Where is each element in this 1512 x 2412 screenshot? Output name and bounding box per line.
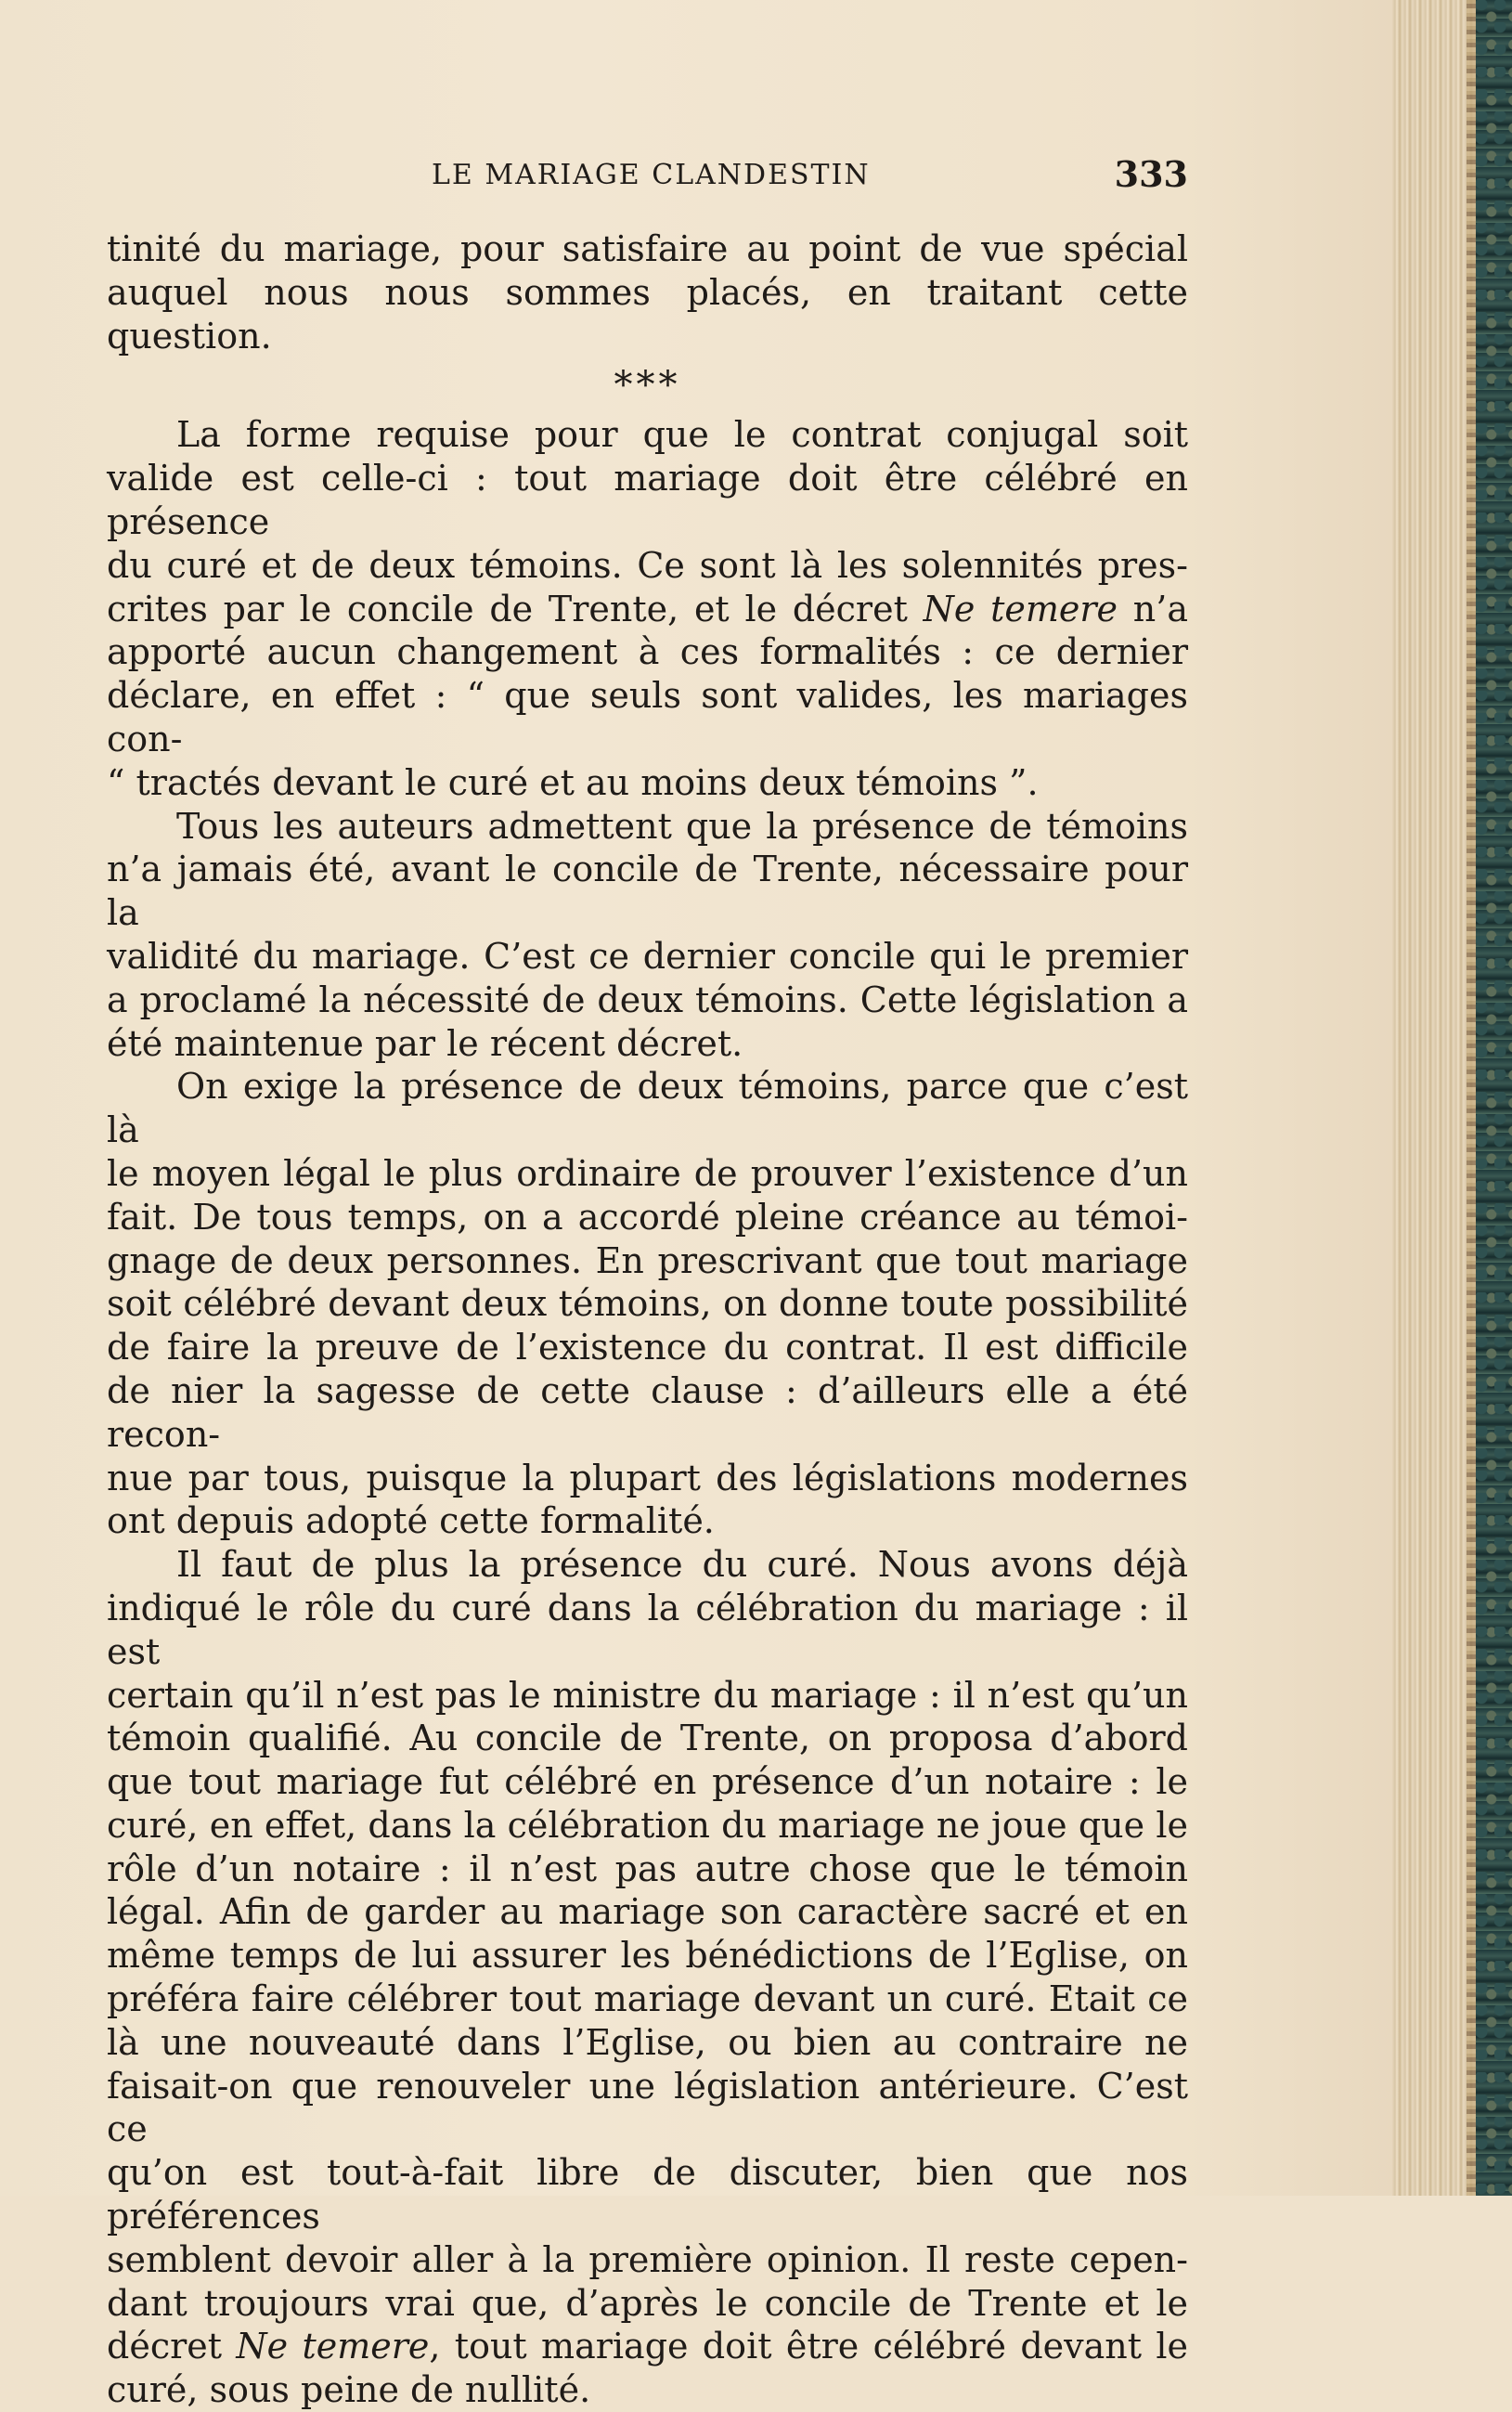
text-line: “ tractés devant le curé et au moins deux témoins ”.: [107, 761, 1039, 803]
text-line: déclare, en effet : “ que seuls sont valides, les mariages con-: [107, 675, 1188, 759]
marbled-binding: [1476, 0, 1512, 2196]
text-line: tinité du mariage, pour satisfaire au point de vue spécial: [107, 228, 1188, 269]
italic-title: Ne temere: [236, 2326, 430, 2367]
page-edge: [1392, 0, 1512, 2196]
text-line: semblent devoir aller à la première opinion. Il reste cepen-: [107, 2238, 1188, 2280]
text-line: gnage de deux personnes. En prescrivant que tout mariage: [107, 1239, 1188, 1281]
text-line: rôle d’un notaire : il n’est pas autre chose que le témoin: [107, 1848, 1188, 1889]
text-line: nue par tous, puisque la plupart des législations modernes: [107, 1457, 1188, 1498]
text-line: de nier la sagesse de cette clause : d’ailleurs elle a été recon-: [107, 1369, 1188, 1455]
text-line: Tous les auteurs admettent que la présence de témoins: [176, 805, 1188, 847]
text-line: curé, sous peine de nullité.: [107, 2369, 591, 2411]
text-line: Il faut de plus la présence du curé. Nous avons déjà: [176, 1544, 1188, 1586]
text-line: été maintenue par le récent décret.: [107, 1022, 743, 1064]
text-line: légal. Afin de garder au mariage son caractère sacré et en: [107, 1891, 1188, 1933]
text-line: La forme requise pour que le contrat conjugal soit: [176, 414, 1188, 456]
text-line: même temps de lui assurer les bénédictions de l’Eglise, on: [107, 1935, 1188, 1977]
text-line: validité du mariage. C’est ce dernier concile qui le premier: [107, 935, 1188, 977]
text-line: du curé et de deux témoins. Ce sont là les solennités pres-: [107, 544, 1188, 586]
paragraph-1: [107, 413, 1188, 804]
paragraph-4: [107, 1543, 1188, 2412]
paragraph-3: [107, 1065, 1188, 1543]
text-line: témoin qualifié. Au concile de Trente, on proposa d’abord: [107, 1718, 1188, 1759]
text-line: curé, en effet, dans la célébration du mariage ne joue que le: [107, 1804, 1188, 1846]
text-line: apporté aucun changement à ces formalités : ce dernier: [107, 631, 1188, 673]
running-title: LE MARIAGE CLANDESTIN: [432, 159, 871, 191]
text-line: préféra faire célébrer tout mariage devant un curé. Etait ce: [107, 1978, 1188, 2020]
text-line: dant troujours vrai que, d’après le concile de Trente et le: [107, 2282, 1188, 2324]
text-line: ont depuis adopté cette formalité.: [107, 1500, 715, 1542]
text-line: qu’on est tout-à-fait libre de discuter, bien que nos préférences: [107, 2152, 1188, 2237]
paragraph-2: [107, 805, 1188, 1066]
text-line: valide est celle-ci : tout mariage doit être célébré en présence: [107, 458, 1188, 542]
text-line: décret Ne temere, tout mariage doit être célébré devant le: [107, 2326, 1188, 2367]
text-line: crites par le concile de Trente, et le décret Ne temere n’a: [107, 588, 1188, 629]
text-line: que tout mariage fut célébré en présence d’un notaire : le: [107, 1761, 1188, 1803]
page-number: 333: [1114, 153, 1188, 195]
text-line: auquel nous nous sommes placés, en traitant cette question.: [107, 271, 1188, 357]
text-line: le moyen légal le plus ordinaire de prouver l’existence d’un: [107, 1152, 1188, 1194]
body-text: [107, 227, 1188, 2412]
page-header: [107, 153, 1188, 209]
text-line: fait. De tous temps, on a accordé pleine créance au témoi-: [107, 1196, 1188, 1238]
text-line: indiqué le rôle du curé dans la célébration du mariage : il est: [107, 1587, 1188, 1672]
text-line: On exige la présence de deux témoins, parce que c’est là: [107, 1066, 1188, 1151]
text-line: a proclamé la nécessité de deux témoins. Cette législation a: [107, 979, 1188, 1020]
paragraph-0: [107, 227, 1188, 357]
text-line: soit célébré devant deux témoins, on donne toute possibilité: [107, 1283, 1188, 1325]
text-line: là une nouveauté dans l’Eglise, ou bien au contraire ne: [107, 2021, 1188, 2063]
text-line: de faire la preuve de l’existence du contrat. Il est difficile: [107, 1327, 1188, 1368]
text-line: certain qu’il n’est pas le ministre du mariage : il n’est qu’un: [107, 1674, 1188, 1716]
italic-title: Ne temere: [923, 588, 1118, 629]
text-line: faisait-on que renouveler une législation antérieure. C’est ce: [107, 2065, 1188, 2150]
section-separator: ***: [614, 364, 681, 408]
text-line: n’a jamais été, avant le concile de Trente, nécessaire pour la: [107, 849, 1188, 934]
